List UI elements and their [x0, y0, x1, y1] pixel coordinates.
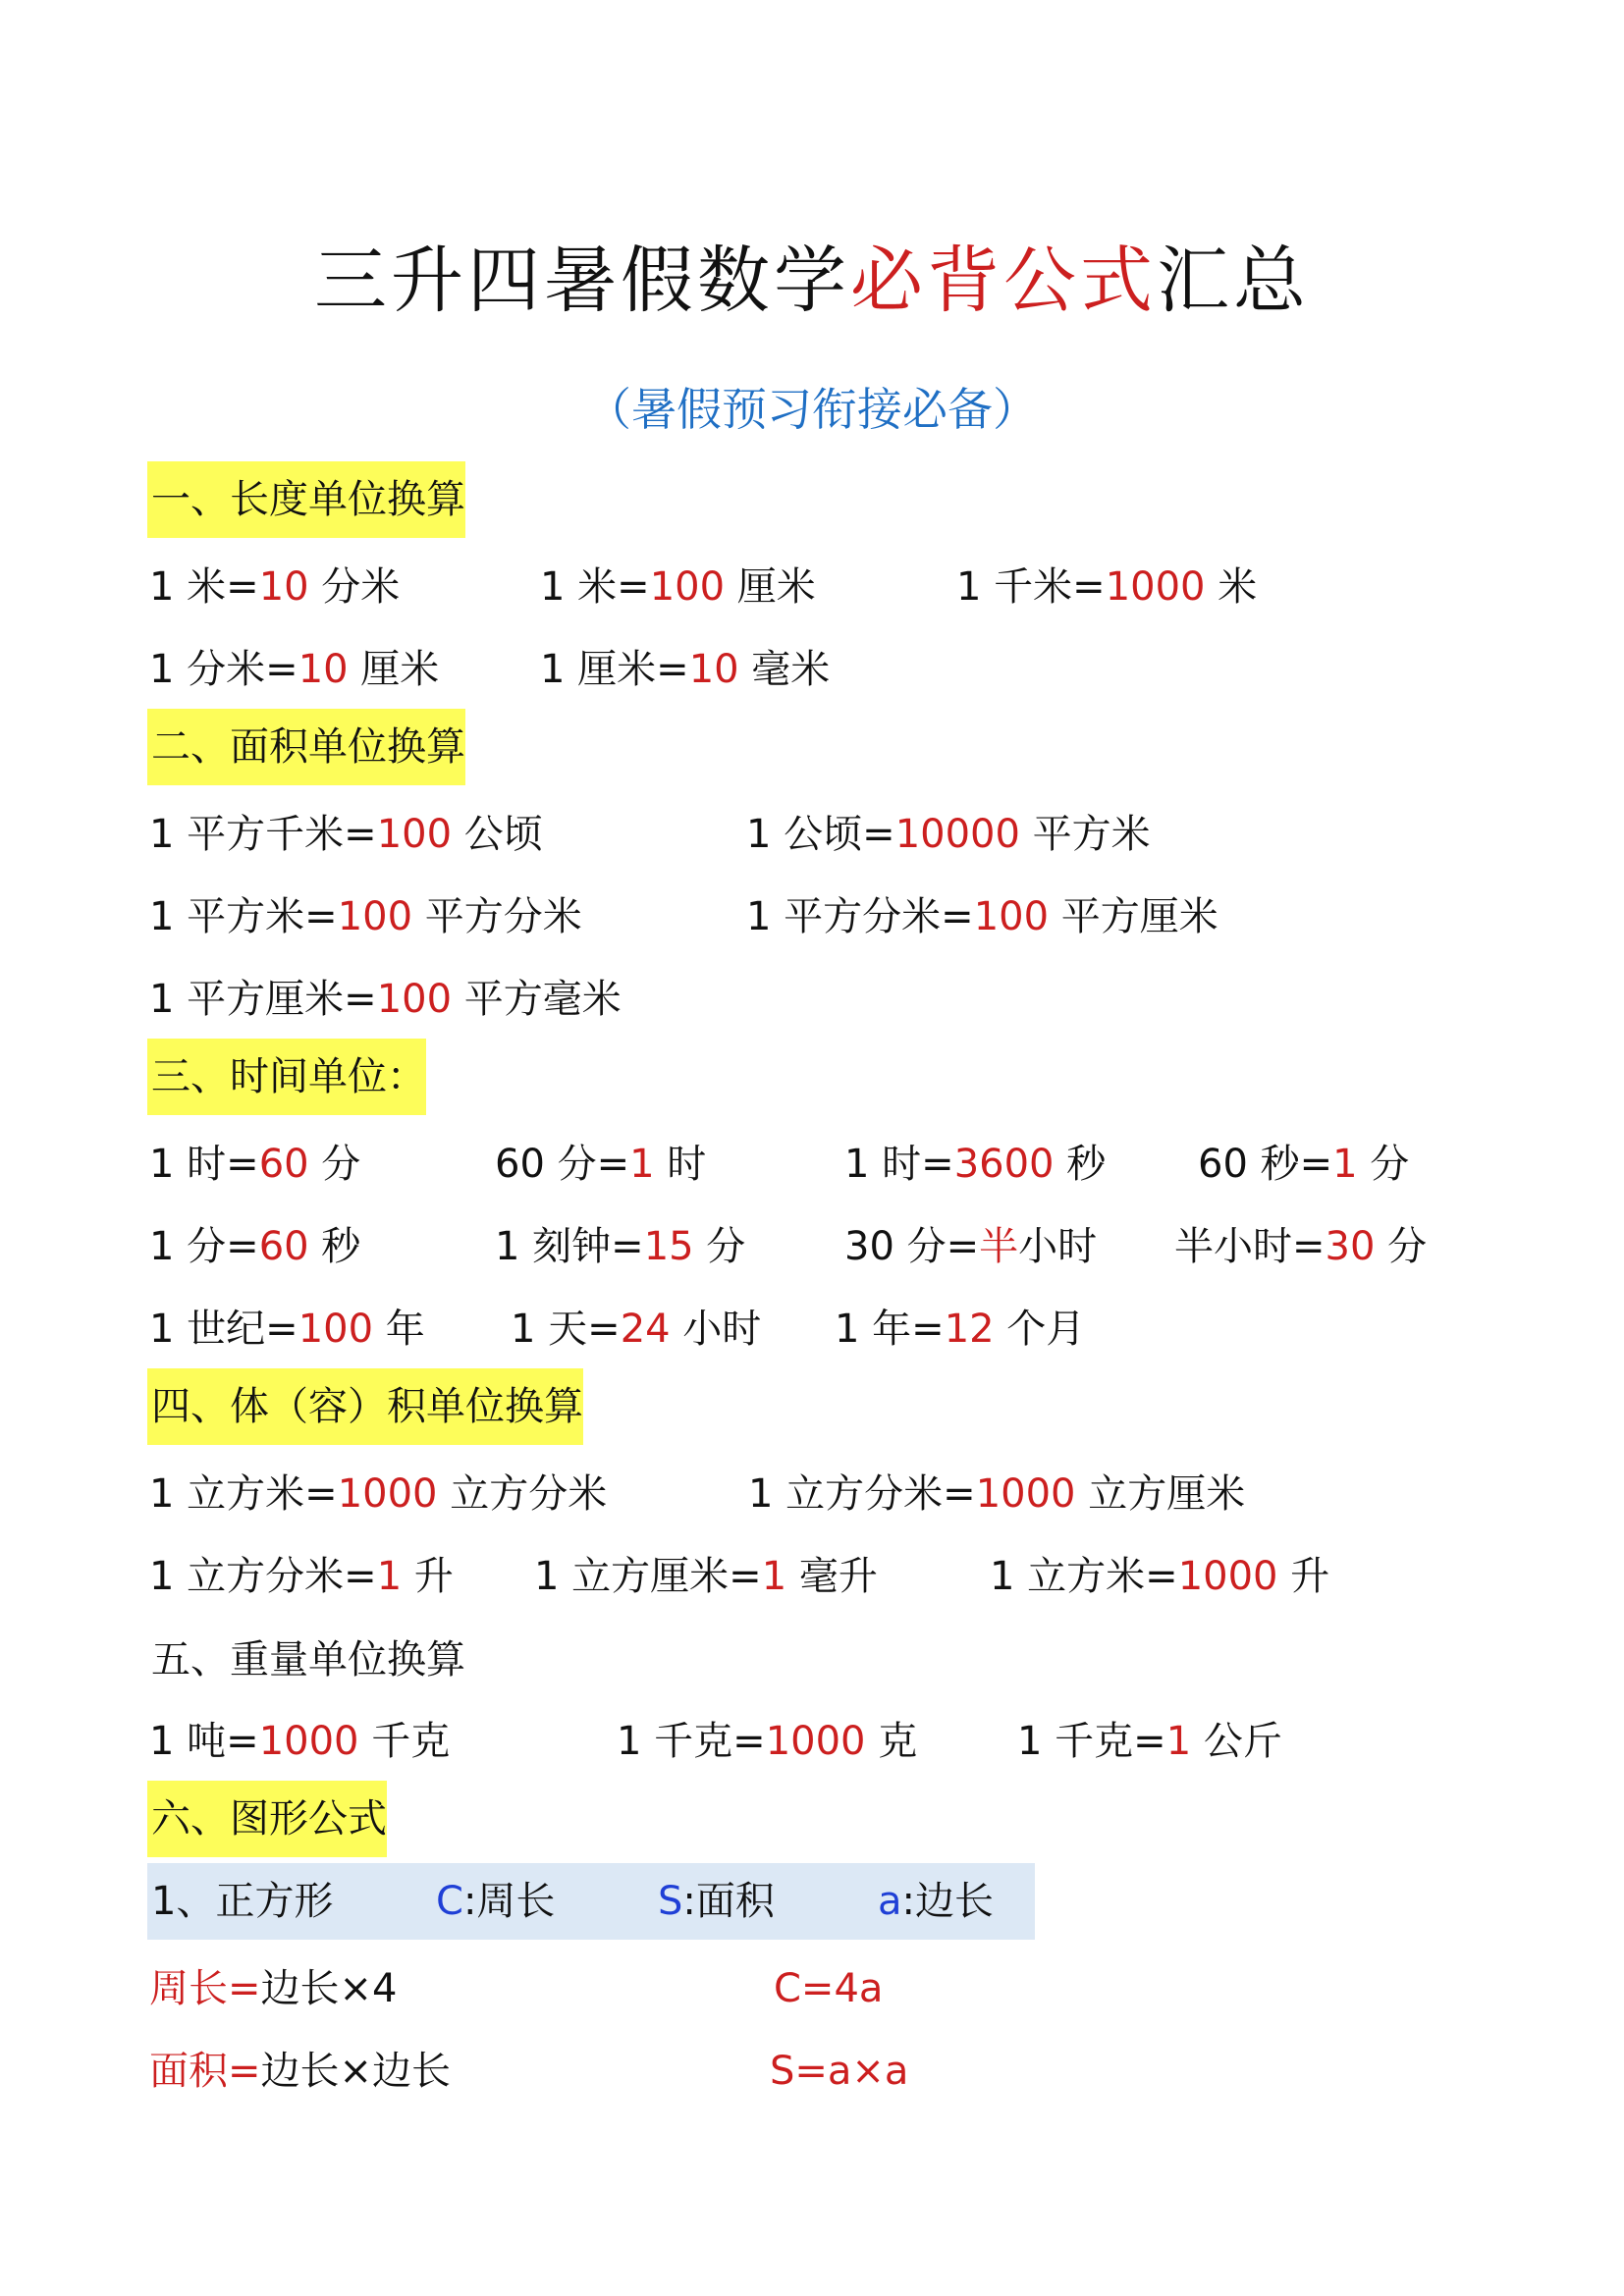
conversion-item: 1 世纪=100 年: [149, 1307, 425, 1352]
square-subheading: [147, 1863, 1035, 1940]
time-section-heading: 三、时间单位：: [147, 1039, 426, 1115]
conversion-item: 1 分米=10 厘米: [149, 647, 440, 692]
conversion-item: 1 厘米=10 毫米: [540, 647, 831, 692]
conversion-item: 1 分=60 秒: [149, 1224, 361, 1269]
conversion-item: 60 分=1 时: [495, 1142, 707, 1187]
conversion-item: 1 千米=1000 米: [956, 564, 1258, 610]
conversion-item: 1 时=60 分: [149, 1142, 361, 1187]
perimeter-legend: C:周长: [436, 1879, 556, 1924]
title-part3: 汇总: [1157, 239, 1310, 323]
conversion-item: 1 吨=1000 千克: [149, 1719, 451, 1764]
title-part1: 三升四暑假数学: [314, 239, 850, 323]
conversion-item: 1 平方米=100 平方分米: [149, 894, 582, 939]
length-section-heading: 一、长度单位换算: [147, 461, 465, 538]
conversion-item: 1 米=100 厘米: [540, 564, 816, 610]
conversion-item: 1 立方厘米=1 毫升: [534, 1554, 878, 1599]
conversion-item: 1 刻钟=15 分: [495, 1224, 746, 1269]
conversion-item: 1 公顷=10000 平方米: [746, 812, 1151, 857]
conversion-item: 1 立方米=1000 升: [990, 1554, 1330, 1599]
area-section-heading: 二、面积单位换算: [147, 709, 465, 785]
conversion-item: 1 千克=1 公斤: [1017, 1719, 1282, 1764]
conversion-item: 1 千克=1000 克: [617, 1719, 918, 1764]
conversion-item: 1 平方分米=100 平方厘米: [746, 894, 1218, 939]
conversion-item: 1 立方分米=1000 立方厘米: [748, 1471, 1246, 1517]
conversion-item: 半小时=30 分: [1174, 1224, 1428, 1269]
area-word-formula: 面积=边长×边长: [149, 2049, 452, 2094]
area-legend: S:面积: [658, 1879, 775, 1924]
conversion-item: 1 天=24 小时: [511, 1307, 762, 1352]
square-name: 1、正方形: [151, 1879, 334, 1924]
conversion-item: 1 平方厘米=100 平方毫米: [149, 977, 622, 1022]
conversion-item: 1 时=3600 秒: [844, 1142, 1107, 1187]
conversion-item: 1 立方分米=1 升: [149, 1554, 454, 1599]
weight-section-heading: 五、重量单位换算: [151, 1637, 465, 1682]
conversion-item: 1 米=10 分米: [149, 564, 401, 610]
side-legend: a:边长: [878, 1879, 994, 1924]
title-part2: 必背公式: [850, 239, 1157, 323]
conversion-item: 30 分=半小时: [844, 1224, 1098, 1269]
shapes-section-heading: 六、图形公式: [147, 1781, 387, 1857]
conversion-item: 1 立方米=1000 立方分米: [149, 1471, 608, 1517]
conversion-item: 60 秒=1 分: [1198, 1142, 1410, 1187]
conversion-item: 1 平方千米=100 公顷: [149, 812, 543, 857]
page-title: [0, 234, 1624, 328]
area-symbol-formula: S=a×a: [770, 2049, 909, 2094]
subtitle: （暑假预习衔接必备）: [586, 383, 1038, 436]
perimeter-symbol-formula: C=4a: [774, 1966, 884, 2011]
perimeter-word-formula: 周长=边长×4: [149, 1966, 398, 2011]
conversion-item: 1 年=12 个月: [835, 1307, 1086, 1352]
volume-section-heading: 四、体（容）积单位换算: [147, 1368, 583, 1445]
